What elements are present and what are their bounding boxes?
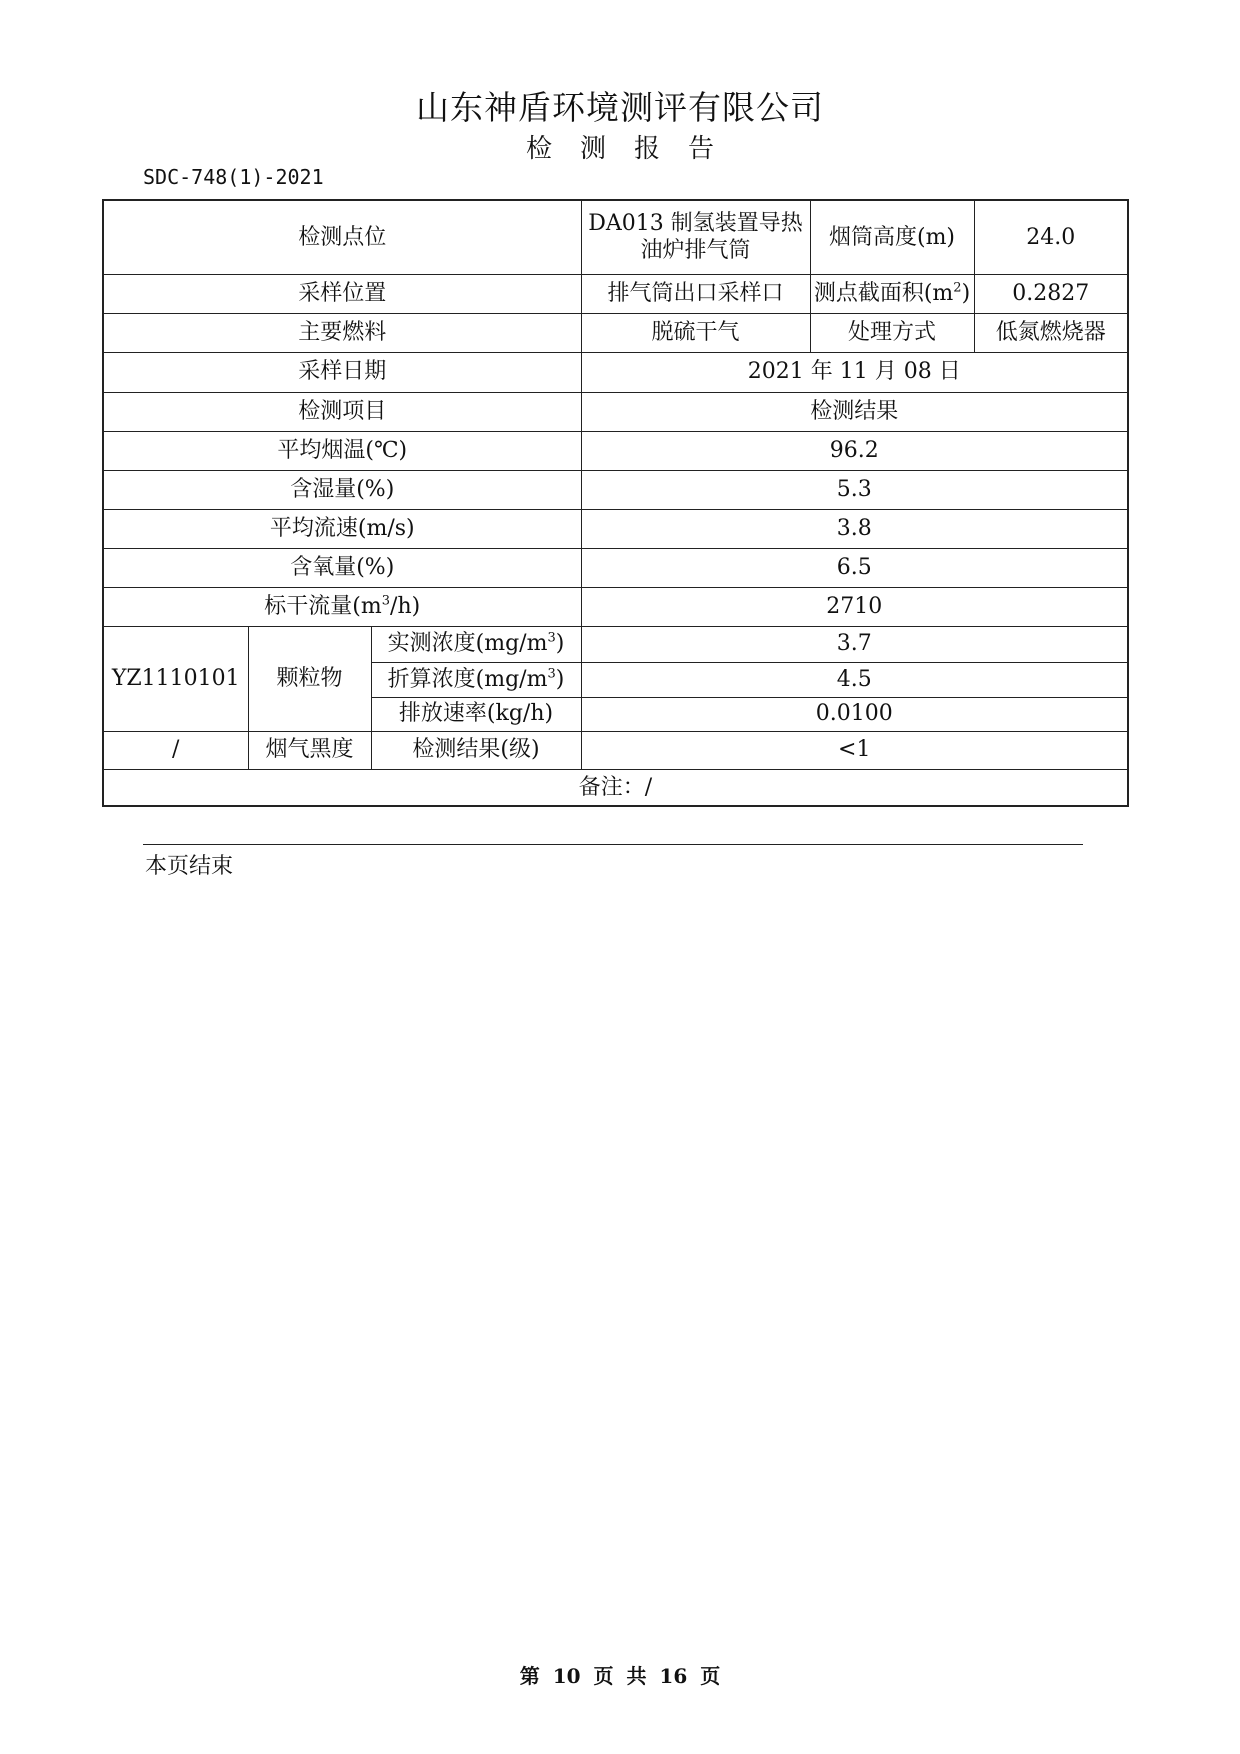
item-value: 96.2 [581, 431, 1128, 470]
table-row [103, 313, 1128, 352]
sampling-position-value: 排气筒出口采样口 [581, 274, 810, 313]
fuel-label: 主要燃料 [103, 313, 581, 352]
table-row [103, 731, 1128, 769]
section-area-value: 0.2827 [974, 274, 1128, 313]
document-number: SDC-748(1)-2021 [143, 165, 324, 189]
point-value: DA013 制氢装置导热油炉排气筒 [581, 200, 810, 274]
table-row [103, 470, 1128, 509]
item-label: 平均流速(m/s) [103, 509, 581, 548]
smoke-result-value: <1 [581, 731, 1128, 769]
sampling-date-value: 2021 年 11 月 08 日 [581, 352, 1128, 392]
item-value: 6.5 [581, 548, 1128, 587]
item-header: 检测项目 [103, 392, 581, 431]
table-row [103, 352, 1128, 392]
sampling-date-label: 采样日期 [103, 352, 581, 392]
smoke-id: / [103, 731, 248, 769]
table-row [103, 431, 1128, 470]
point-label: 检测点位 [103, 200, 581, 274]
table-row [103, 274, 1128, 313]
flow-value: 2710 [581, 587, 1128, 626]
stack-height-label: 烟筒高度(m) [810, 200, 974, 274]
item-label: 含湿量(%) [103, 470, 581, 509]
table-row [103, 548, 1128, 587]
treatment-value: 低氮燃烧器 [974, 313, 1128, 352]
emission-rate-value: 0.0100 [581, 697, 1128, 731]
table-row [103, 200, 1128, 274]
treatment-label: 处理方式 [810, 313, 974, 352]
smoke-result-label: 检测结果(级) [371, 731, 581, 769]
page-number: 第 10 页 共 16 页 [519, 1664, 721, 1688]
table-row [103, 509, 1128, 548]
report-subtitle: 检测报告 [525, 134, 742, 164]
table-row [103, 769, 1128, 806]
section-area-label: 测点截面积$(m^2)$ [810, 274, 974, 313]
sample-id: YZ1110101 [103, 626, 248, 731]
fuel-value: 脱硫干气 [581, 313, 810, 352]
table-row [103, 626, 1128, 662]
emission-rate-label: 排放速率(kg/h) [371, 697, 581, 731]
sampling-position-label: 采样位置 [103, 274, 581, 313]
end-divider [143, 844, 1083, 845]
smoke-blackness-label: 烟气黑度 [248, 731, 371, 769]
remarks: 备注：/ [103, 769, 1128, 806]
item-label: 平均烟温(℃) [103, 431, 581, 470]
converted-conc-value: 4.5 [581, 662, 1128, 697]
stack-height-value: 24.0 [974, 200, 1128, 274]
table-row [103, 587, 1128, 626]
company-name: 山东神盾环境测评有限公司 [416, 88, 824, 127]
converted-conc-label: 折算浓度$(mg/m^3)$ [371, 662, 581, 697]
particulate-label: 颗粒物 [248, 626, 371, 731]
measured-conc-label: 实测浓度$(mg/m^3)$ [371, 626, 581, 662]
measured-conc-value: 3.7 [581, 626, 1128, 662]
table-row [103, 392, 1128, 431]
item-label: 含氧量(%) [103, 548, 581, 587]
results-table [102, 199, 1129, 807]
item-value: 5.3 [581, 470, 1128, 509]
flow-label: 标干流量$(m^3/h)$ [103, 587, 581, 626]
result-header: 检测结果 [581, 392, 1128, 431]
item-value: 3.8 [581, 509, 1128, 548]
page-end-text: 本页结束 [145, 854, 234, 879]
